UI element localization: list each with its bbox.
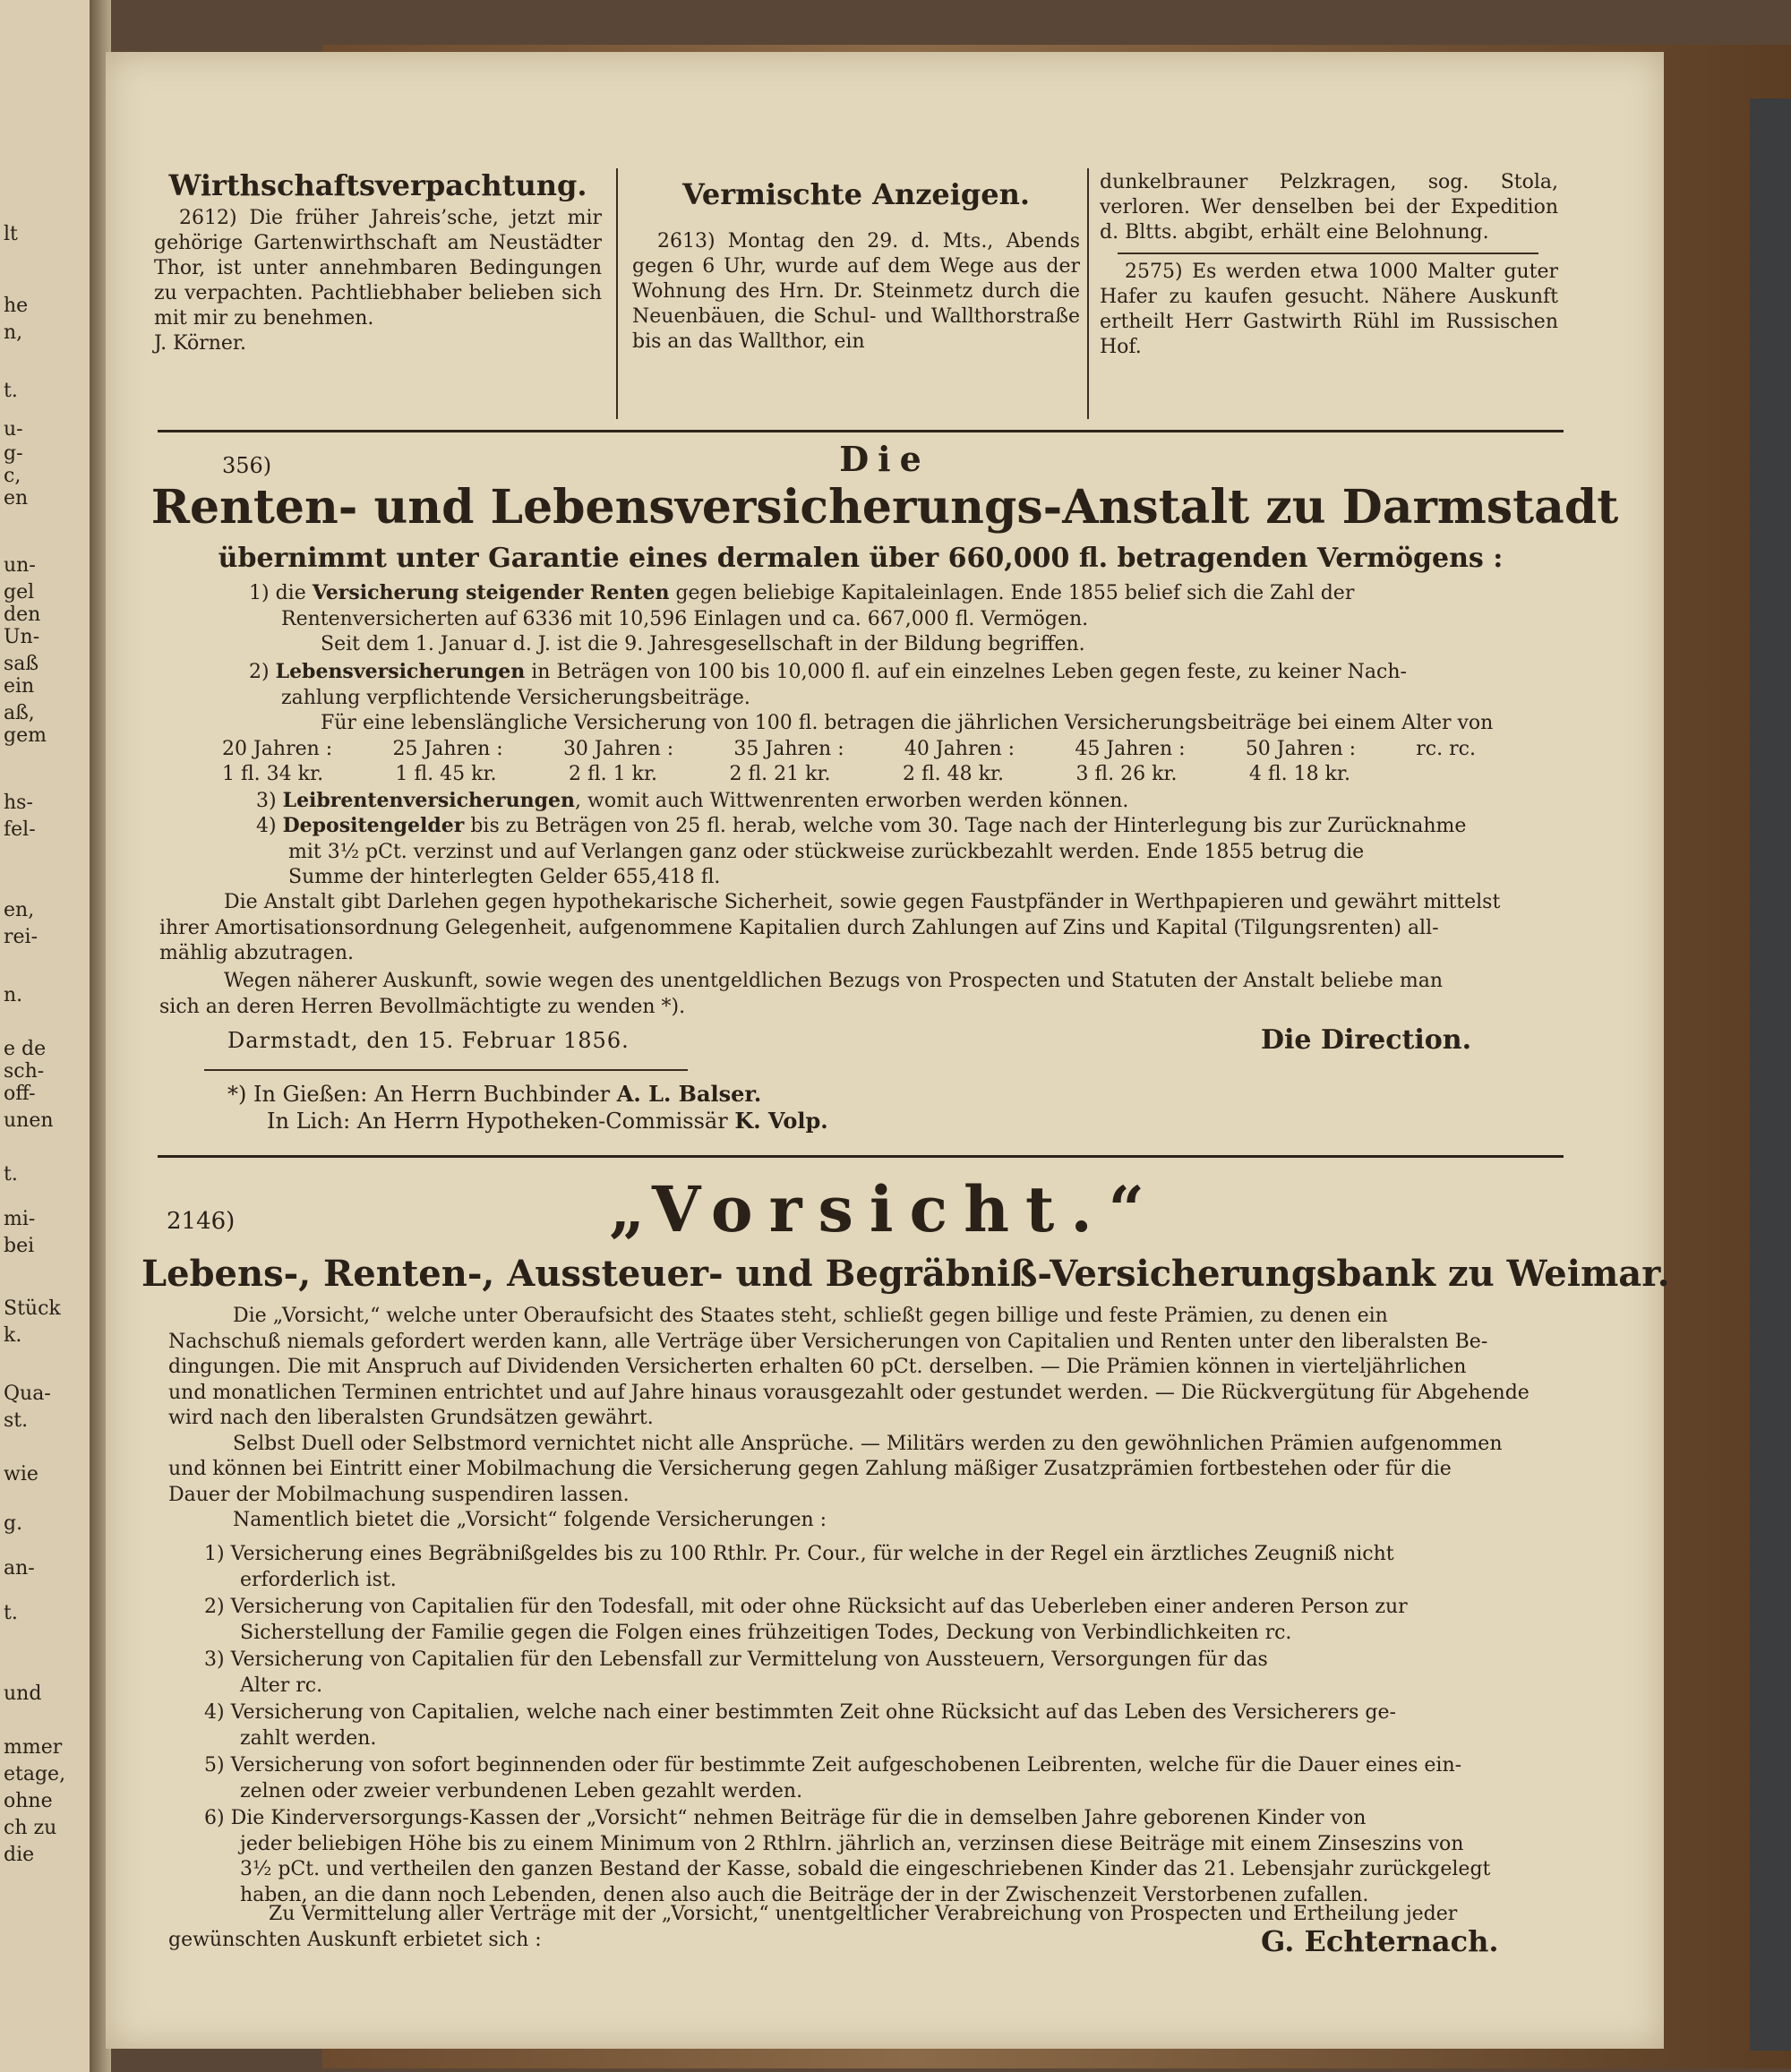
- prev-page-fragment: bei: [4, 1235, 35, 1257]
- ad-356-number: 356): [222, 453, 272, 478]
- prev-page-fragment: etage,: [4, 1763, 66, 1785]
- body-line: Selbst Duell oder Selbstmord vernichtet nicht alle Ansprüche. — Militärs werden zu den gewöhnlichen Prämien aufgenommen: [233, 1432, 1503, 1455]
- prev-page-fragment: die: [4, 1844, 35, 1866]
- newspaper-page: [106, 52, 1670, 2049]
- prev-page-fragment: mi-: [4, 1208, 36, 1230]
- column-right: [1100, 170, 1558, 360]
- age-cell: 30 Jahren :: [562, 738, 674, 760]
- footnote-text: *) In Gießen: An Herrn Buchbinder: [227, 1082, 617, 1107]
- prev-page-fragment: t.: [4, 1602, 18, 1624]
- body-line: Die „Vorsicht,“ welche unter Oberaufsicht des Staates steht, schließt gegen billige und feste Prämien, zu denen ein: [233, 1305, 1388, 1327]
- column-divider: [616, 168, 618, 419]
- ad-356-signature: Die Direction.: [1261, 1024, 1472, 1056]
- prev-page-fragment: he: [4, 295, 29, 317]
- item-text: Für eine lebenslängliche Versicherung von 100 fl. betragen die jährlichen Versicherungsbeiträge bei einem Alter von: [321, 712, 1494, 734]
- item-text: zelnen oder zweier verbundenen Leben gezahlt werden.: [240, 1779, 803, 1802]
- ad-2612-signature: J. Körner.: [154, 332, 246, 355]
- prev-page-fragment: und: [4, 1682, 42, 1705]
- rate-cell: 2 fl. 21 kr.: [729, 763, 831, 785]
- ad-separator: [158, 430, 1564, 432]
- prev-page-fragment: hs-: [4, 792, 33, 814]
- item-number: 2): [249, 661, 270, 683]
- footnote-rule: [204, 1069, 688, 1071]
- heading-wirthschaftsverpachtung: Wirthschaftsverpachtung.: [168, 168, 587, 202]
- column-wirthschaft: [154, 168, 602, 356]
- age-cell: 35 Jahren :: [733, 738, 844, 760]
- lost-item-text: dunkelbrauner Pelzkragen, sog. Stola, verloren. Wer denselben bei der Expedition d. Bltts. abgibt, erhält eine Belohnung.: [1100, 171, 1558, 244]
- cover-spine: [1750, 98, 1791, 2051]
- rate-cell: 4 fl. 18 kr.: [1248, 763, 1350, 785]
- separator: [1118, 253, 1538, 254]
- footnote-bold: K. Volp.: [734, 1108, 828, 1134]
- ad-356-item-1: [249, 580, 1562, 658]
- item-text: mit 3½ pCt. verzinst und auf Verlangen ganz oder stückweise zurückbezahlt werden. Ende 1855 betrug die: [288, 840, 1365, 863]
- item-bold: Leibrentenversicherungen: [282, 789, 575, 812]
- item-number: 6): [204, 1807, 225, 1829]
- prev-page-fragment: n,: [4, 321, 23, 344]
- prev-page-fragment: t.: [4, 1163, 18, 1186]
- paragraph-line: mählig abzutragen.: [159, 942, 354, 964]
- item-bold: Lebensversicherungen: [275, 660, 526, 683]
- ad-2575-text: 2575) Es werden etwa 1000 Malter guter Hafer zu kaufen gesucht. Nähere Auskunft ertheilt Herr Gastwirth Rühl im Russischen Hof.: [1100, 261, 1558, 358]
- item-text: Versicherung von sofort beginnenden oder für bestimmte Zeit aufgeschobenen Leibrenten, welche für die Dauer eines ein-: [230, 1754, 1462, 1777]
- ad-356-paragraph-darlehen: [159, 890, 1562, 967]
- ad-356-item-3: [256, 788, 1562, 815]
- prev-page-fragment: off-: [4, 1083, 36, 1105]
- ad-2146-title: „Vorsicht.“: [609, 1172, 1161, 1246]
- item-number: 1): [249, 582, 270, 604]
- item-text: jeder beliebigen Höhe bis zu einem Minimum von 2 Rthlrn. jährlich an, verzinsen diese Beiträge mit einem Zinseszins von: [240, 1832, 1464, 1855]
- item-text: Sicherstellung der Familie gegen die Folgen eines frühzeitigen Todes, Deckung von Verbindlichkeiten rc.: [240, 1621, 1292, 1644]
- prev-page-fragment: k.: [4, 1324, 22, 1347]
- age-cell: 20 Jahren :: [222, 738, 333, 760]
- item-number: 3): [256, 790, 277, 812]
- paragraph-line: Wegen näherer Auskunft, sowie wegen des unentgeldlichen Bezugs von Prospecten und Statuten der Anstalt beliebe man: [224, 970, 1444, 992]
- prev-page-fragment: lt: [4, 223, 18, 245]
- ad-2146-body: [168, 1304, 1562, 1534]
- ad-2146-signature: G. Echternach.: [1261, 1924, 1499, 1958]
- item-text: Versicherung von Capitalien, welche nach einer bestimmten Zeit ohne Rücksicht auf das Leben des Versicherers ge-: [230, 1701, 1396, 1724]
- prev-page-fragment: unen: [4, 1109, 54, 1132]
- prev-page-fragment: un-: [4, 554, 36, 577]
- rate-cell: 3 fl. 26 kr.: [1075, 763, 1178, 785]
- prev-page-fragment: an-: [4, 1557, 35, 1580]
- column-vermischte: [632, 177, 1080, 355]
- heading-vermischte-anzeigen: Vermischte Anzeigen.: [681, 177, 1031, 211]
- ad-2612-text: 2612) Die früher Jahreis’sche, jetzt mir gehörige Gartenwirthschaft am Neustädter Thor, ist unter annehmbaren Bedingungen zu verpachten. Pachtliebhaber belieben sich mit mir zu benehmen.: [154, 207, 602, 330]
- prev-page-fragment: saß: [4, 653, 39, 675]
- prev-page-fragment: fel-: [4, 818, 36, 841]
- prev-page-fragment: rei-: [4, 926, 39, 948]
- body-line: Nachschuß niemals gefordert werden kann, alle Verträge über Versicherungen von Capitalien und Renten unter den liberalsten Be-: [168, 1330, 1488, 1353]
- insurance-item: [204, 1806, 1562, 1908]
- rate-cell: 2 fl. 1 kr.: [568, 763, 658, 785]
- ad-2146-number: 2146): [167, 1208, 236, 1235]
- body-line: Namentlich bietet die „Vorsicht“ folgende Versicherungen :: [233, 1509, 827, 1531]
- item-text: zahlung verpflichtende Versicherungsbeiträge.: [281, 686, 750, 709]
- column-divider: [1087, 168, 1089, 419]
- ad-356-rates-row: [222, 762, 1350, 787]
- prev-page-fragment: ohne: [4, 1790, 53, 1812]
- paragraph-line: ihrer Amortisationsordnung Gelegenheit, aufgenommene Kapitalien durch Zahlungen auf Zins und Kapital (Tilgungsrenten) all-: [159, 916, 1439, 939]
- item-text: Summe der hinterlegten Gelder 655,418 fl.: [288, 866, 721, 888]
- item-text: erforderlich ist.: [240, 1568, 397, 1591]
- prev-page-fragment: c,: [4, 465, 21, 487]
- item-text: bis zu Beträgen von 25 fl. herab, welche vom 30. Tage nach der Hinterlegung bis zur Zurücknahme: [464, 815, 1467, 837]
- item-text: Versicherung eines Begräbnißgeldes bis zu 100 Rthlr. Pr. Cour., für welche in der Regel ein ärztliches Zeugniß nicht: [230, 1543, 1394, 1565]
- item-text: in Beträgen von 100 bis 10,000 fl. auf ein einzelnes Leben gegen feste, zu keiner Nach-: [525, 661, 1407, 683]
- ad-2146-items: [204, 1542, 1562, 1910]
- ad-2613-text: 2613) Montag den 29. d. Mts., Abends gegen 6 Uhr, wurde auf dem Wege aus der Wohnung des Hrn. Dr. Steinmetz durch die Neuenbäuen, die Schul- und Wallthorstraße bis an das Wallthor, ein: [632, 230, 1080, 353]
- body-line: und können bei Eintritt einer Mobilmachung die Versicherung gegen Zahlung mäßiger Zusatzprämien fortbestehen oder für die: [168, 1458, 1452, 1480]
- prev-page-fragment: ein: [4, 675, 35, 698]
- ad-356-title: Renten- und Lebensversicherungs-Anstalt zu Darmstadt: [150, 480, 1619, 535]
- age-cell: 25 Jahren :: [392, 738, 503, 760]
- item-text: Versicherung von Capitalien für den Todesfall, mit oder ohne Rücksicht auf das Ueberleben einer anderen Person zur: [230, 1596, 1408, 1618]
- ad-separator: [158, 1155, 1564, 1158]
- ad-356-ages-row: [222, 737, 1476, 762]
- prev-page-fragment: g.: [4, 1512, 23, 1535]
- ad-356-die: Die: [839, 439, 930, 479]
- prev-page-fragment: gel: [4, 581, 35, 604]
- prev-page-fragment: mmer: [4, 1736, 63, 1759]
- age-cell: 40 Jahren :: [904, 738, 1015, 760]
- rate-cell: 1 fl. 45 kr.: [395, 763, 497, 785]
- body-line: wird nach den liberalsten Grundsätzen gewährt.: [168, 1407, 654, 1429]
- prev-page-fragment: den: [4, 604, 41, 626]
- prev-page-fragment: en: [4, 487, 29, 509]
- item-text: zahlt werden.: [240, 1726, 377, 1750]
- item-text: Seit dem 1. Januar d. J. ist die 9. Jahresgesellschaft in der Bildung begriffen.: [321, 633, 1085, 655]
- age-cell: 50 Jahren :: [1245, 738, 1357, 760]
- prev-page-fragment: n.: [4, 984, 23, 1006]
- closing-line: gewünschten Auskunft erbietet sich :: [168, 1928, 542, 1951]
- body-line: Dauer der Mobilmachung suspendiren lassen.: [168, 1483, 630, 1506]
- prev-page-fragment: st.: [4, 1409, 29, 1432]
- item-text: Alter rc.: [240, 1674, 323, 1697]
- paragraph-line: sich an deren Herren Bevollmächtigte zu wenden *).: [159, 995, 686, 1018]
- item-text: , womit auch Wittwenrenten erworben werden können.: [575, 790, 1129, 812]
- prev-page-fragment: aß,: [4, 702, 35, 724]
- item-bold: Versicherung steigender Renten: [312, 581, 670, 604]
- ad-2146-subtitle: Lebens-, Renten-, Aussteuer- und Begräbniß-Versicherungsbank zu Weimar.: [141, 1253, 1670, 1295]
- insurance-item: [204, 1700, 1562, 1751]
- item-text: Rentenversicherten auf 6336 mit 10,596 Einlagen und ca. 667,000 fl. Vermögen.: [281, 607, 1089, 630]
- prev-page-fragment: e de: [4, 1038, 47, 1060]
- ad-356-footnote-giessen: [227, 1082, 761, 1107]
- prev-page-fragment: u-: [4, 418, 23, 441]
- insurance-item: [204, 1753, 1562, 1804]
- item-number: 4): [204, 1701, 225, 1724]
- age-cell: 45 Jahren :: [1075, 738, 1186, 760]
- item-text: die: [275, 582, 313, 604]
- prev-page-fragment: Stück: [4, 1297, 61, 1320]
- ad-356-item-2: [249, 659, 1562, 737]
- ad-356-footnote-lich: [267, 1109, 828, 1134]
- age-cell: rc. rc.: [1416, 738, 1476, 760]
- item-number: 1): [204, 1543, 225, 1565]
- closing-line: Zu Vermittelung aller Verträge mit der „Vorsicht,“ unentgeltlicher Verabreichung von Prospecten und Ertheilung jeder: [269, 1903, 1458, 1925]
- rate-cell: 1 fl. 34 kr.: [222, 763, 324, 785]
- prev-page-fragment: Un-: [4, 626, 40, 648]
- prev-page-fragment: wie: [4, 1463, 39, 1486]
- item-text: gegen beliebige Kapitaleinlagen. Ende 1855 belief sich die Zahl der: [669, 582, 1355, 604]
- item-text: haben, an die dann noch Lebenden, denen also auch die Beiträge der in der Zwischenzeit Verstorbenen zufallen.: [240, 1883, 1369, 1906]
- ad-356-paragraph-auskunft: [159, 969, 1562, 1020]
- prev-page-fragment: sch-: [4, 1060, 45, 1083]
- paragraph-line: Die Anstalt gibt Darlehen gegen hypothekarische Sicherheit, sowie gegen Faustpfänder in Werthpapieren und gewährt mittelst: [224, 891, 1501, 913]
- insurance-item: [204, 1648, 1562, 1699]
- rate-cell: 2 fl. 48 kr.: [902, 763, 1005, 785]
- item-number: 4): [256, 815, 277, 837]
- item-text: Versicherung von Capitalien für den Lebensfall zur Vermittelung von Aussteuern, Versorgungen für das: [230, 1648, 1268, 1671]
- body-line: und monatlichen Terminen entrichtet und auf Jahre hinaus vorausgezahlt oder gestundet werden. — Die Rückvergütung für Abgehende: [168, 1381, 1530, 1404]
- insurance-item: [204, 1542, 1562, 1593]
- footnote-bold: A. L. Balser.: [616, 1081, 762, 1107]
- ad-356-date: Darmstadt, den 15. Februar 1856.: [227, 1028, 630, 1053]
- item-number: 5): [204, 1754, 225, 1777]
- prev-page-fragment: Qua-: [4, 1383, 51, 1405]
- prev-page-fragment: g-: [4, 442, 23, 465]
- prev-page-fragment: en,: [4, 899, 35, 921]
- item-number: 3): [204, 1648, 225, 1671]
- insurance-item: [204, 1595, 1562, 1646]
- body-line: dingungen. Die mit Anspruch auf Dividenden Versicherten erhalten 60 pCt. derselben. — Die Prämien können in vierteljährlichen: [168, 1356, 1467, 1378]
- item-bold: Depositengelder: [282, 814, 465, 837]
- item-text: Die Kinderversorgungs-Kassen der „Vorsicht“ nehmen Beiträge für die in demselben Jahre geborenen Kinder von: [230, 1807, 1367, 1829]
- item-text: 3½ pCt. und vertheilen den ganzen Bestand der Kasse, sobald die eingeschriebenen Kinder das 21. Lebensjahr zurückgelegt: [240, 1858, 1491, 1880]
- prev-page-fragment: t.: [4, 380, 18, 402]
- footnote-text: In Lich: An Herrn Hypotheken-Commissär: [267, 1109, 735, 1134]
- previous-page-edge: [0, 0, 97, 2072]
- ad-356-item-4: [256, 813, 1562, 891]
- item-number: 2): [204, 1596, 225, 1618]
- prev-page-fragment: gem: [4, 724, 47, 747]
- ad-356-subtitle: übernimmt unter Garantie eines dermalen über 660,000 fl. betragenden Vermögens :: [218, 543, 1504, 574]
- prev-page-fragment: ch zu: [4, 1817, 57, 1839]
